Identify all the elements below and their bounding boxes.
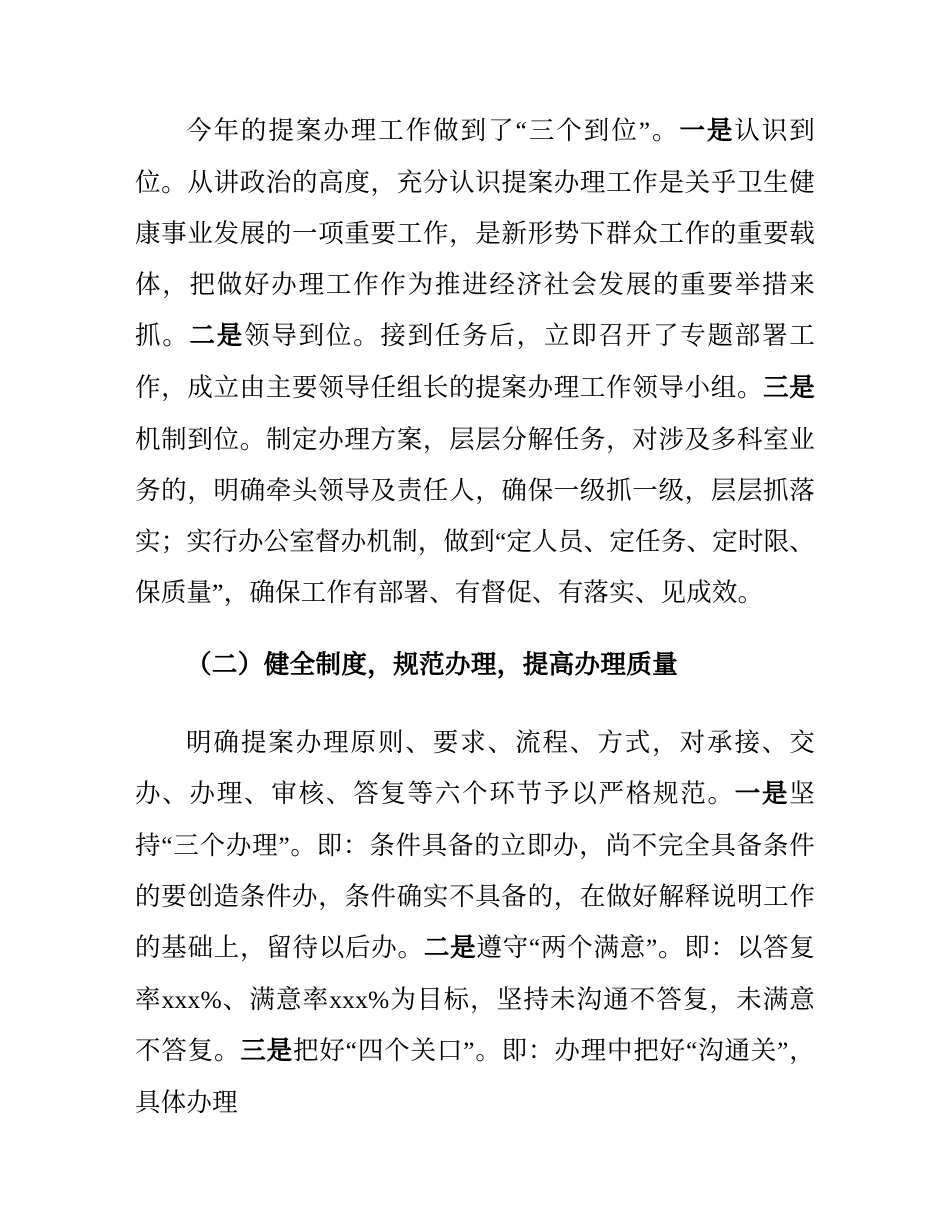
paragraph-standardized-process: [135, 717, 815, 1128]
text-run: 坚持“三个办理”。即：条件具备的立即办，尚不完全具备条件的要创造条件办，条件确实不具备的，在做好解释说明工作的基础上，留待以后办。: [135, 779, 815, 962]
emphasis-yi-shi: 一是: [679, 117, 735, 145]
text-run: 遵守“两个满意”。即：以答复率xxx%、满意率xxx%为目标，坚持未沟通不答复，未满意不答复。: [135, 933, 816, 1065]
emphasis-san-shi-2: 三是: [240, 1037, 294, 1065]
paragraph-spacer: [135, 618, 815, 640]
emphasis-er-shi-2: 二是: [423, 934, 477, 962]
text-run: 认识到位。从讲政治的高度，充分认识提案办理工作是关乎卫生健康事业发展的一项重要工作，是新形势下群众工作的重要载体，把做好办理工作作为推进经济社会发展的重要举措来抓。: [135, 116, 816, 350]
text-run: 机制到位。制定办理方案，层层分解任务，对涉及多科室业务的，明确牵头领导及责任人，确保一级抓一级，层层抓落实；实行办公室督办机制，做到“定人员、定任务、定时限、保质量”，确保工作有部署、有督促、有落实、见成效。: [135, 425, 815, 607]
emphasis-san-shi: 三是: [763, 374, 815, 402]
heading-spacer: [135, 691, 815, 717]
text-run: 今年的提案办理工作做到了“三个到位”。: [186, 116, 680, 145]
text-run: 把好“四个关口”。即：办理中把好“沟通关”，具体办理: [135, 1036, 815, 1117]
text-run: 明确提案办理原则、要求、流程、方式，对承接、交办、办理、审核、答复等六个环节予以严格规范。: [135, 728, 815, 808]
text-run: 领导到位。接到任务后，立即召开了专题部署工作，成立由主要领导任组长的提案办理工作领导小组。: [135, 321, 816, 402]
paragraph-three-in-place: [135, 105, 815, 618]
emphasis-er-shi: 二是: [189, 322, 245, 350]
emphasis-yi-shi-2: 一是: [734, 780, 790, 808]
document-body: [135, 105, 815, 1128]
heading-section-two: （二）健全制度，规范办理，提高办理质量: [186, 651, 679, 679]
